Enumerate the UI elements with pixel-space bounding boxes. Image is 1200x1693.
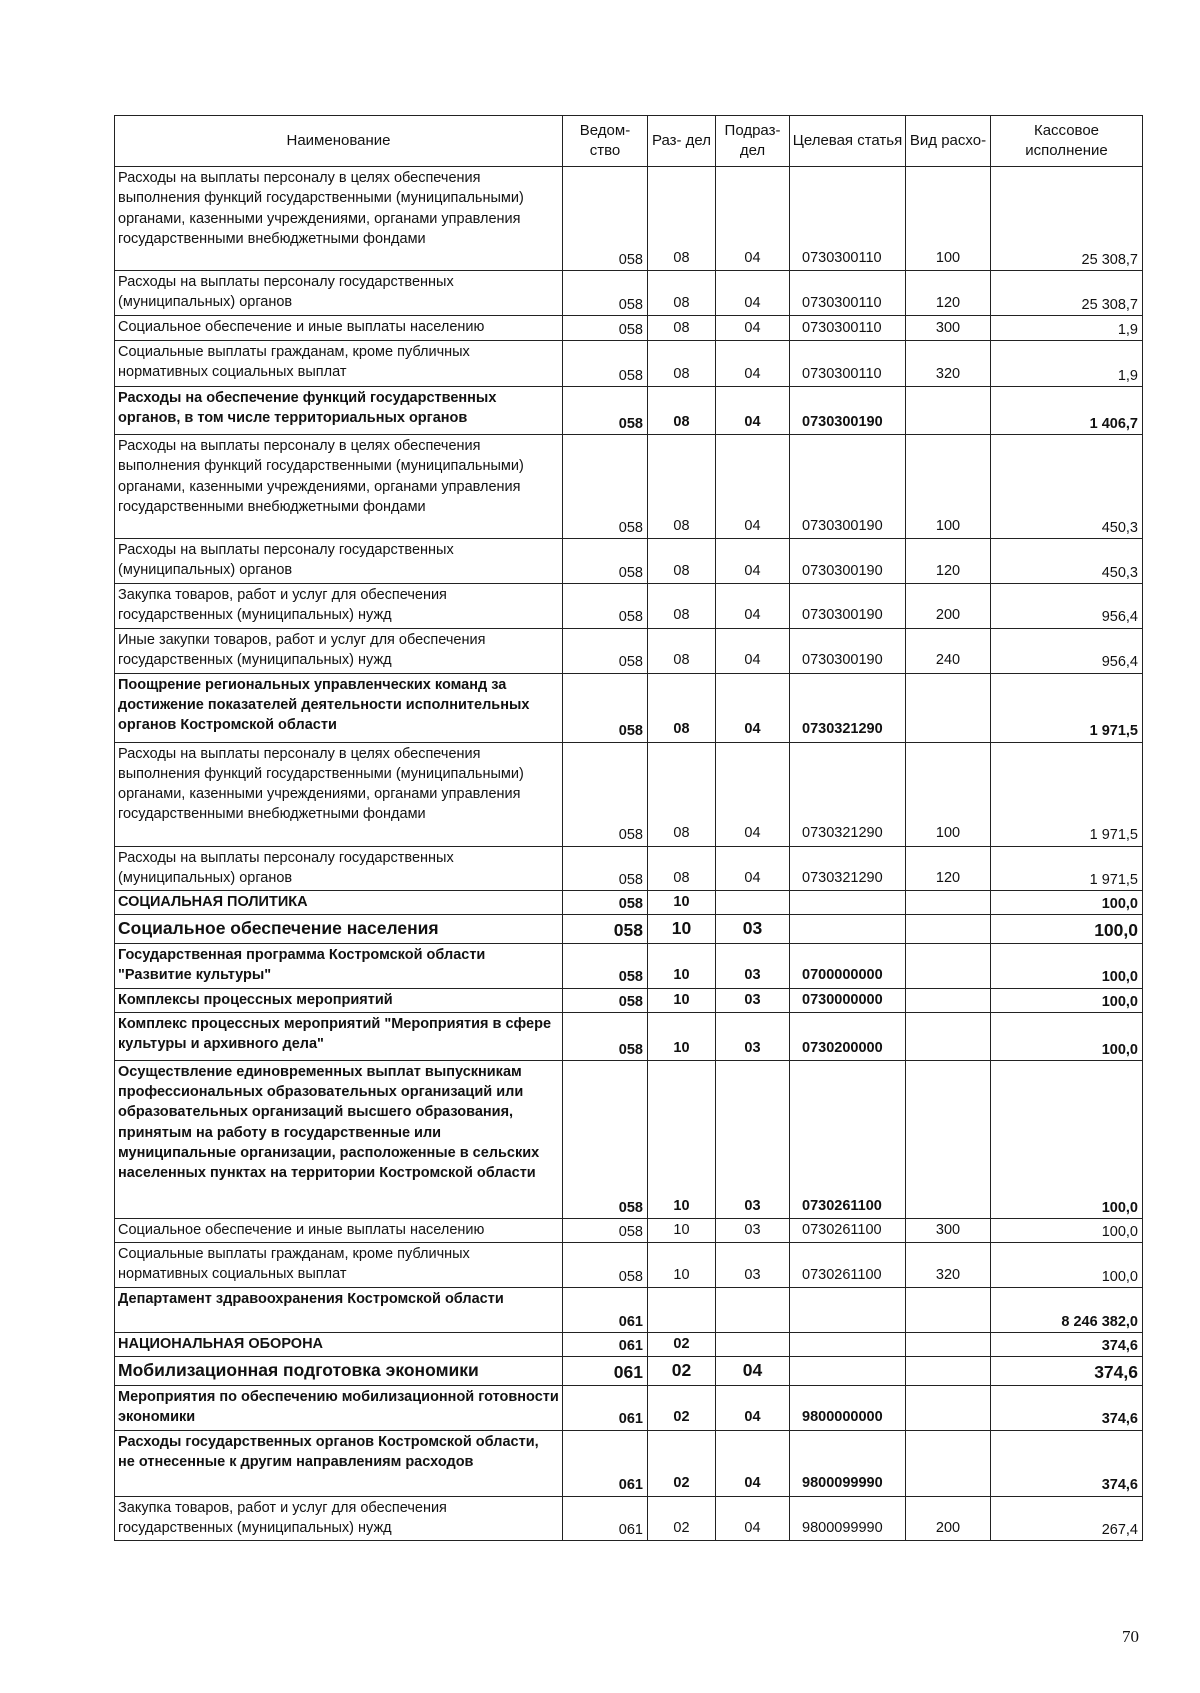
row-subsection: 03 bbox=[716, 1012, 790, 1060]
row-expense-type bbox=[906, 988, 991, 1012]
row-name: Государственная программа Костромской области "Развитие культуры" bbox=[115, 943, 563, 988]
row-name: Мобилизационная подготовка экономики bbox=[115, 1357, 563, 1386]
row-department: 058 bbox=[563, 341, 648, 387]
row-amount: 1,9 bbox=[991, 316, 1143, 341]
row-section: 08 bbox=[648, 539, 716, 584]
row-expense-type: 240 bbox=[906, 628, 991, 673]
row-department: 058 bbox=[563, 628, 648, 673]
row-amount: 100,0 bbox=[991, 988, 1143, 1012]
row-target-article: 9800099990 bbox=[790, 1496, 906, 1541]
table-row bbox=[115, 584, 1143, 629]
row-amount: 100,0 bbox=[991, 1012, 1143, 1060]
row-target-article: 0730300110 bbox=[790, 341, 906, 387]
row-department: 061 bbox=[563, 1333, 648, 1357]
row-section: 02 bbox=[648, 1496, 716, 1541]
header-target-article: Целевая статья bbox=[790, 116, 906, 167]
row-department: 058 bbox=[563, 584, 648, 629]
row-target-article: 0730321290 bbox=[790, 846, 906, 891]
row-expense-type: 200 bbox=[906, 1496, 991, 1541]
row-amount: 100,0 bbox=[991, 943, 1143, 988]
row-expense-type bbox=[906, 915, 991, 944]
header-section: Раз- дел bbox=[648, 116, 716, 167]
table-row bbox=[115, 539, 1143, 584]
table-row bbox=[115, 316, 1143, 341]
row-section: 08 bbox=[648, 341, 716, 387]
row-department: 058 bbox=[563, 1218, 648, 1242]
row-section: 08 bbox=[648, 316, 716, 341]
table-row bbox=[115, 387, 1143, 435]
row-name: Мероприятия по обеспечению мобилизационной готовности экономики bbox=[115, 1385, 563, 1430]
row-department: 058 bbox=[563, 673, 648, 742]
row-name: СОЦИАЛЬНАЯ ПОЛИТИКА bbox=[115, 891, 563, 915]
row-section: 10 bbox=[648, 915, 716, 944]
row-amount: 100,0 bbox=[991, 1060, 1143, 1218]
table-row bbox=[115, 846, 1143, 891]
row-target-article: 0730300190 bbox=[790, 584, 906, 629]
row-target-article: 0730261100 bbox=[790, 1218, 906, 1242]
row-amount: 8 246 382,0 bbox=[991, 1288, 1143, 1333]
expenditure-table bbox=[114, 115, 1143, 1541]
header-row bbox=[115, 116, 1143, 167]
row-target-article: 9800099990 bbox=[790, 1430, 906, 1496]
table-row bbox=[115, 628, 1143, 673]
row-subsection: 04 bbox=[716, 435, 790, 539]
row-department: 061 bbox=[563, 1430, 648, 1496]
page-number: 70 bbox=[1122, 1627, 1139, 1646]
row-target-article: 0730300190 bbox=[790, 539, 906, 584]
row-amount: 374,6 bbox=[991, 1430, 1143, 1496]
row-department: 058 bbox=[563, 271, 648, 316]
row-expense-type: 120 bbox=[906, 846, 991, 891]
row-expense-type: 120 bbox=[906, 271, 991, 316]
table-row bbox=[115, 1243, 1143, 1288]
row-target-article: 0730261100 bbox=[790, 1243, 906, 1288]
table-row bbox=[115, 915, 1143, 944]
row-expense-type bbox=[906, 1333, 991, 1357]
row-section: 08 bbox=[648, 387, 716, 435]
table-row bbox=[115, 742, 1143, 846]
row-expense-type: 100 bbox=[906, 435, 991, 539]
row-subsection bbox=[716, 1288, 790, 1333]
row-department: 058 bbox=[563, 1012, 648, 1060]
row-section: 02 bbox=[648, 1357, 716, 1386]
row-subsection: 04 bbox=[716, 167, 790, 271]
row-subsection: 04 bbox=[716, 1357, 790, 1386]
row-target-article bbox=[790, 1333, 906, 1357]
row-name: Расходы на обеспечение функций государственных органов, в том числе территориальных органов bbox=[115, 387, 563, 435]
row-expense-type: 100 bbox=[906, 167, 991, 271]
row-department: 058 bbox=[563, 891, 648, 915]
row-target-article: 0730300190 bbox=[790, 628, 906, 673]
row-expense-type bbox=[906, 943, 991, 988]
row-subsection: 04 bbox=[716, 846, 790, 891]
row-name: Социальные выплаты гражданам, кроме публичных нормативных социальных выплат bbox=[115, 341, 563, 387]
row-department: 058 bbox=[563, 1060, 648, 1218]
row-amount: 374,6 bbox=[991, 1357, 1143, 1386]
row-department: 061 bbox=[563, 1288, 648, 1333]
row-expense-type bbox=[906, 1357, 991, 1386]
table-row bbox=[115, 1218, 1143, 1242]
row-subsection: 03 bbox=[716, 988, 790, 1012]
table-row bbox=[115, 167, 1143, 271]
row-expense-type bbox=[906, 1385, 991, 1430]
row-department: 061 bbox=[563, 1357, 648, 1386]
row-expense-type bbox=[906, 387, 991, 435]
row-name: Расходы государственных органов Костромской области, не отнесенные к другим направлениям расходов bbox=[115, 1430, 563, 1496]
table-row bbox=[115, 891, 1143, 915]
row-section: 10 bbox=[648, 988, 716, 1012]
row-amount: 1,9 bbox=[991, 341, 1143, 387]
row-subsection: 04 bbox=[716, 1496, 790, 1541]
row-section bbox=[648, 1288, 716, 1333]
row-expense-type: 200 bbox=[906, 584, 991, 629]
row-subsection: 04 bbox=[716, 316, 790, 341]
row-amount: 25 308,7 bbox=[991, 167, 1143, 271]
row-subsection: 03 bbox=[716, 915, 790, 944]
row-target-article: 0700000000 bbox=[790, 943, 906, 988]
table-row bbox=[115, 1060, 1143, 1218]
row-amount: 374,6 bbox=[991, 1385, 1143, 1430]
row-name: Поощрение региональных управленческих команд за достижение показателей деятельности исполнительных органов Костромской области bbox=[115, 673, 563, 742]
table-row bbox=[115, 1288, 1143, 1333]
row-amount: 450,3 bbox=[991, 539, 1143, 584]
row-name: Осуществление единовременных выплат выпускникам профессиональных образовательных организаций или образовательных организаций высшего образования, принятым на работу в государственные или муниципальные организации, расположенные в сельских населенных пунктах на территории Костромской области bbox=[115, 1060, 563, 1218]
row-expense-type bbox=[906, 1430, 991, 1496]
header-department: Ведом- ство bbox=[563, 116, 648, 167]
row-amount: 100,0 bbox=[991, 891, 1143, 915]
row-subsection: 03 bbox=[716, 1060, 790, 1218]
row-expense-type bbox=[906, 1012, 991, 1060]
row-amount: 1 971,5 bbox=[991, 742, 1143, 846]
row-amount: 267,4 bbox=[991, 1496, 1143, 1541]
row-name: Комплексы процессных мероприятий bbox=[115, 988, 563, 1012]
table-row bbox=[115, 1430, 1143, 1496]
row-name: Расходы на выплаты персоналу в целях обеспечения выполнения функций государственными (муниципальными) органами, казенными учреждениями, органами управления государственными внебюджетными фондами bbox=[115, 742, 563, 846]
row-expense-type: 300 bbox=[906, 1218, 991, 1242]
header-expense-type: Вид расхо- bbox=[906, 116, 991, 167]
row-name: Расходы на выплаты персоналу государственных (муниципальных) органов bbox=[115, 271, 563, 316]
row-section: 08 bbox=[648, 435, 716, 539]
row-expense-type bbox=[906, 891, 991, 915]
row-department: 058 bbox=[563, 167, 648, 271]
row-target-article: 0730321290 bbox=[790, 742, 906, 846]
row-subsection: 04 bbox=[716, 673, 790, 742]
row-amount: 1 971,5 bbox=[991, 673, 1143, 742]
row-name: Социальное обеспечение населения bbox=[115, 915, 563, 944]
row-department: 061 bbox=[563, 1496, 648, 1541]
row-section: 10 bbox=[648, 1218, 716, 1242]
row-department: 058 bbox=[563, 846, 648, 891]
row-amount: 956,4 bbox=[991, 584, 1143, 629]
row-subsection: 04 bbox=[716, 742, 790, 846]
table-row bbox=[115, 1012, 1143, 1060]
table-row bbox=[115, 271, 1143, 316]
row-amount: 1 971,5 bbox=[991, 846, 1143, 891]
row-amount: 450,3 bbox=[991, 435, 1143, 539]
row-name: Расходы на выплаты персоналу в целях обеспечения выполнения функций государственными (муниципальными) органами, казенными учреждениями, органами управления государственными внебюджетными фондами bbox=[115, 435, 563, 539]
row-section: 08 bbox=[648, 584, 716, 629]
row-section: 02 bbox=[648, 1430, 716, 1496]
row-department: 058 bbox=[563, 387, 648, 435]
header-cash-execution: Кассовое исполнение bbox=[991, 116, 1143, 167]
table-row bbox=[115, 673, 1143, 742]
row-name: Социальное обеспечение и иные выплаты населению bbox=[115, 316, 563, 341]
row-target-article: 0730300110 bbox=[790, 316, 906, 341]
header-subsection: Подраз- дел bbox=[716, 116, 790, 167]
row-department: 058 bbox=[563, 435, 648, 539]
table-row bbox=[115, 1385, 1143, 1430]
row-section: 02 bbox=[648, 1333, 716, 1357]
row-department: 058 bbox=[563, 742, 648, 846]
row-section: 08 bbox=[648, 742, 716, 846]
row-department: 058 bbox=[563, 316, 648, 341]
row-expense-type bbox=[906, 1060, 991, 1218]
row-amount: 25 308,7 bbox=[991, 271, 1143, 316]
row-target-article: 0730321290 bbox=[790, 673, 906, 742]
row-subsection: 04 bbox=[716, 271, 790, 316]
row-department: 058 bbox=[563, 915, 648, 944]
row-expense-type: 320 bbox=[906, 341, 991, 387]
row-section: 08 bbox=[648, 846, 716, 891]
row-section: 08 bbox=[648, 167, 716, 271]
row-target-article: 0730000000 bbox=[790, 988, 906, 1012]
header-name: Наименование bbox=[115, 116, 563, 167]
row-name: Социальные выплаты гражданам, кроме публичных нормативных социальных выплат bbox=[115, 1243, 563, 1288]
row-amount: 100,0 bbox=[991, 1243, 1143, 1288]
row-subsection: 04 bbox=[716, 628, 790, 673]
row-target-article: 0730300110 bbox=[790, 271, 906, 316]
table-row bbox=[115, 435, 1143, 539]
table-row bbox=[115, 1333, 1143, 1357]
row-subsection: 03 bbox=[716, 1243, 790, 1288]
row-section: 08 bbox=[648, 628, 716, 673]
row-name: Социальное обеспечение и иные выплаты населению bbox=[115, 1218, 563, 1242]
row-subsection: 04 bbox=[716, 1385, 790, 1430]
table-row bbox=[115, 988, 1143, 1012]
table-row bbox=[115, 1496, 1143, 1541]
row-department: 058 bbox=[563, 988, 648, 1012]
table-row bbox=[115, 943, 1143, 988]
row-target-article: 0730200000 bbox=[790, 1012, 906, 1060]
row-amount: 374,6 bbox=[991, 1333, 1143, 1357]
row-target-article: 0730300190 bbox=[790, 387, 906, 435]
row-name: Расходы на выплаты персоналу государственных (муниципальных) органов bbox=[115, 846, 563, 891]
row-section: 02 bbox=[648, 1385, 716, 1430]
table-row bbox=[115, 341, 1143, 387]
row-name: Закупка товаров, работ и услуг для обеспечения государственных (муниципальных) нужд bbox=[115, 1496, 563, 1541]
row-target-article: 9800000000 bbox=[790, 1385, 906, 1430]
row-name: Департамент здравоохранения Костромской области bbox=[115, 1288, 563, 1333]
row-section: 10 bbox=[648, 1060, 716, 1218]
row-department: 061 bbox=[563, 1385, 648, 1430]
row-name: Расходы на выплаты персоналу в целях обеспечения выполнения функций государственными (муниципальными) органами, казенными учреждениями, органами управления государственными внебюджетными фондами bbox=[115, 167, 563, 271]
row-expense-type: 120 bbox=[906, 539, 991, 584]
row-subsection: 03 bbox=[716, 943, 790, 988]
row-target-article bbox=[790, 915, 906, 944]
row-name: Иные закупки товаров, работ и услуг для обеспечения государственных (муниципальных) нужд bbox=[115, 628, 563, 673]
row-subsection: 03 bbox=[716, 1218, 790, 1242]
row-section: 10 bbox=[648, 943, 716, 988]
row-name: Закупка товаров, работ и услуг для обеспечения государственных (муниципальных) нужд bbox=[115, 584, 563, 629]
row-target-article bbox=[790, 1357, 906, 1386]
row-section: 08 bbox=[648, 673, 716, 742]
row-subsection: 04 bbox=[716, 539, 790, 584]
row-name: НАЦИОНАЛЬНАЯ ОБОРОНА bbox=[115, 1333, 563, 1357]
row-subsection bbox=[716, 1333, 790, 1357]
row-subsection: 04 bbox=[716, 1430, 790, 1496]
row-amount: 1 406,7 bbox=[991, 387, 1143, 435]
row-section: 10 bbox=[648, 1243, 716, 1288]
row-department: 058 bbox=[563, 539, 648, 584]
row-name: Комплекс процессных мероприятий "Мероприятия в сфере культуры и архивного дела" bbox=[115, 1012, 563, 1060]
row-expense-type: 100 bbox=[906, 742, 991, 846]
table-row bbox=[115, 1357, 1143, 1386]
row-department: 058 bbox=[563, 1243, 648, 1288]
row-section: 10 bbox=[648, 891, 716, 915]
row-amount: 100,0 bbox=[991, 915, 1143, 944]
row-subsection: 04 bbox=[716, 584, 790, 629]
row-target-article: 0730300190 bbox=[790, 435, 906, 539]
row-subsection bbox=[716, 891, 790, 915]
row-name: Расходы на выплаты персоналу государственных (муниципальных) органов bbox=[115, 539, 563, 584]
row-expense-type bbox=[906, 1288, 991, 1333]
row-target-article: 0730261100 bbox=[790, 1060, 906, 1218]
row-subsection: 04 bbox=[716, 341, 790, 387]
row-target-article bbox=[790, 891, 906, 915]
row-amount: 100,0 bbox=[991, 1218, 1143, 1242]
row-expense-type bbox=[906, 673, 991, 742]
row-target-article bbox=[790, 1288, 906, 1333]
row-department: 058 bbox=[563, 943, 648, 988]
row-amount: 956,4 bbox=[991, 628, 1143, 673]
row-expense-type: 320 bbox=[906, 1243, 991, 1288]
row-section: 08 bbox=[648, 271, 716, 316]
row-expense-type: 300 bbox=[906, 316, 991, 341]
row-section: 10 bbox=[648, 1012, 716, 1060]
row-subsection: 04 bbox=[716, 387, 790, 435]
row-target-article: 0730300110 bbox=[790, 167, 906, 271]
